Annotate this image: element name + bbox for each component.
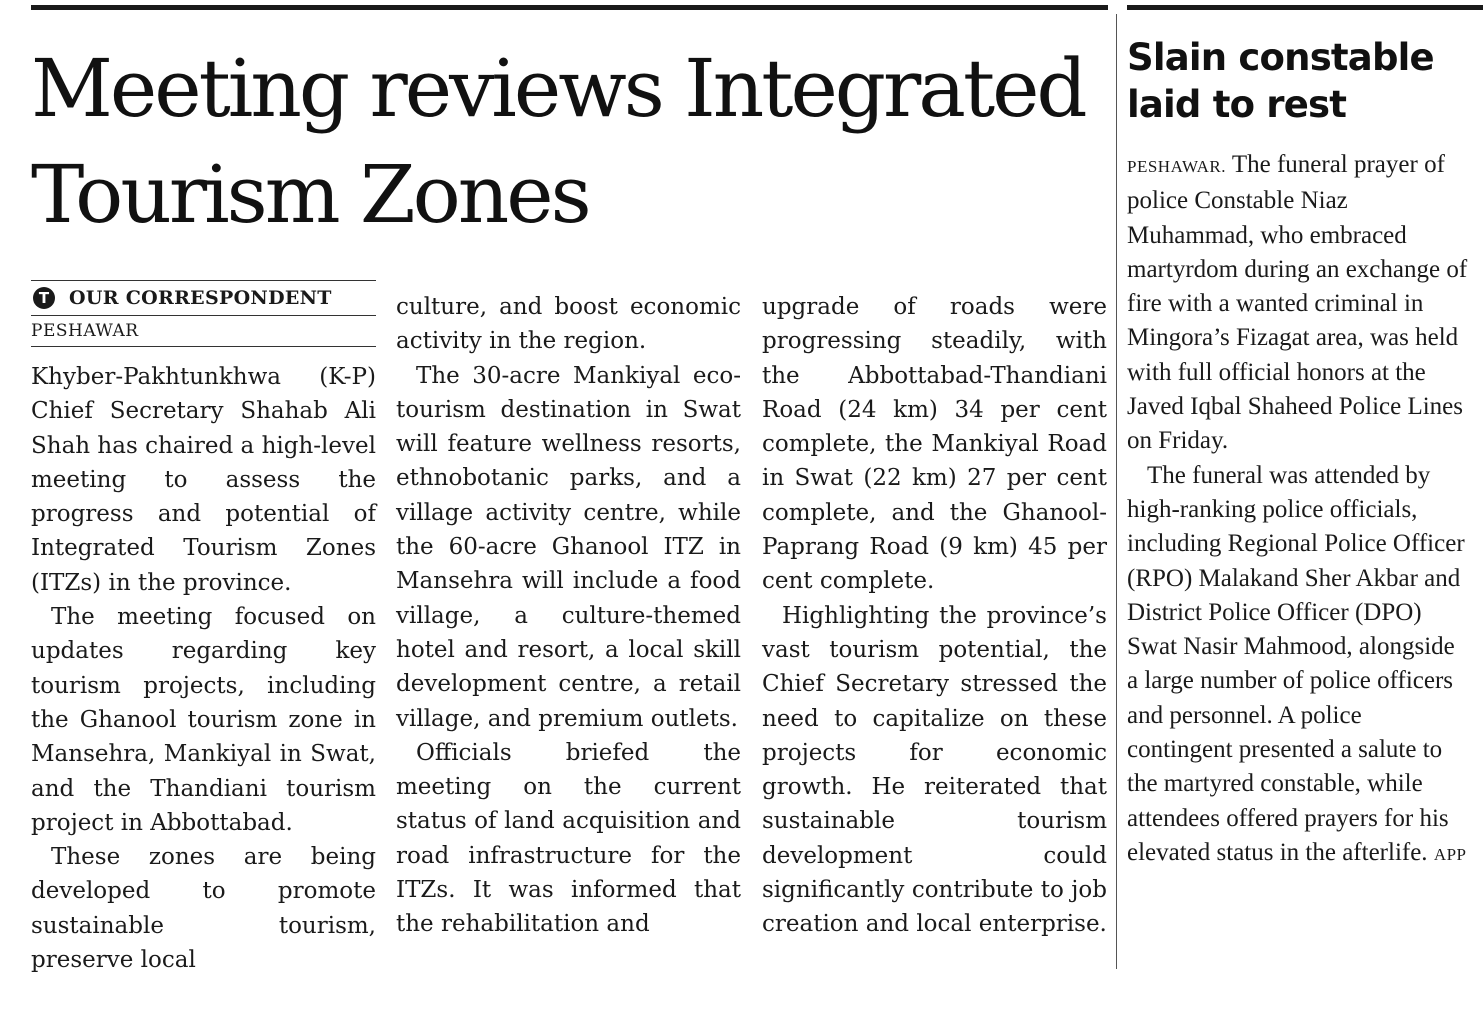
sidebar-paragraph-2 bbox=[1127, 459, 1472, 873]
sidebar-dateline: PESHAWAR. bbox=[1127, 157, 1227, 176]
column-divider bbox=[1116, 14, 1117, 969]
paragraph: These zones are being developed to promote sustainable tourism, preserve local bbox=[31, 844, 376, 974]
sidebar-paragraph-text: The funeral prayer of police Constable Niaz Muhammad, who embraced martyrdom during an exchange of fire with a wanted criminal in Mingora’s Fizagat area, was held with full official honors at the Javed Iqbal Shaheed Police Lines on Friday. bbox=[1127, 151, 1468, 455]
paragraph: upgrade of roads were progressing steadily, with the Abbottabad-Thandiani Road (24 km) 34 per cent complete, the Mankiyal Road in Swat (22 km) 27 per cent complete, and the Ghanool-Paprang Road (9 km) 45 per cent complete. bbox=[762, 294, 1107, 595]
paragraph: Officials briefed the meeting on the current status of land acquisition and road infrastructure for the ITZs. It was informed that the rehabilitation and bbox=[396, 739, 741, 938]
paragraph: Khyber-Pakhtunkhwa (K-P) Chief Secretary Shahab Ali Shah has chaired a high-level meeting to assess the progress and potential of Integrated Tourism Zones (ITZs) in the province. bbox=[31, 364, 376, 596]
sidebar-headline: Slain constable laid to rest bbox=[1127, 36, 1434, 126]
paragraph: culture, and boost economic activity in the region. bbox=[396, 294, 741, 355]
article-column-2 bbox=[396, 290, 741, 942]
byline-block bbox=[31, 280, 376, 347]
top-rule-sidebar bbox=[1127, 5, 1483, 10]
sidebar-article-body bbox=[1127, 148, 1472, 872]
byline-author: OUR CORRESPONDENT bbox=[69, 287, 332, 309]
main-headline: Meeting reviews Integrated Tourism Zones bbox=[31, 42, 1085, 241]
article-column-1 bbox=[31, 360, 376, 977]
paragraph: Highlighting the province’s vast tourism potential, the Chief Secretary stressed the need to capitalize on these projects for economic growth. He reiterated that sustainable tourism development could significantly contribute to job creation and local enterprise. bbox=[762, 602, 1107, 938]
article-column-3 bbox=[762, 290, 1107, 942]
dateline-row bbox=[31, 316, 376, 346]
dateline-rule bbox=[31, 346, 376, 347]
paragraph: The 30-acre Mankiyal eco-tourism destination in Swat will feature wellness resorts, ethnobotanic parks, and a village activity centre, while the 60-acre Ghanool ITZ in Mansehra will include a food village, a culture-themed hotel and resort, a local skill development centre, a retail village, and premium outlets. bbox=[396, 362, 741, 732]
publication-logo-icon: T bbox=[33, 287, 55, 309]
sidebar-paragraph-text: The funeral was attended by high-ranking police officials, including Regional Police Officer (RPO) Malakand Sher Akbar and District Police Officer (DPO) Swat Nasir Mahmood, alongside a large number of police officers and personnel. A police contingent presented a salute to the martyred constable, while attendees offered prayers for his elevated status in the afterlife. bbox=[1127, 461, 1465, 866]
paragraph: The meeting focused on updates regarding key tourism projects, including the Ghanool tourism zone in Mansehra, Mankiyal in Swat, and the Thandiani tourism project in Abbottabad. bbox=[31, 604, 376, 836]
agency-credit: APP bbox=[1433, 844, 1467, 864]
sidebar-paragraph-1 bbox=[1127, 148, 1472, 459]
byline-row bbox=[31, 281, 376, 315]
top-rule-main bbox=[31, 5, 1108, 10]
dateline: PESHAWAR bbox=[31, 321, 139, 341]
